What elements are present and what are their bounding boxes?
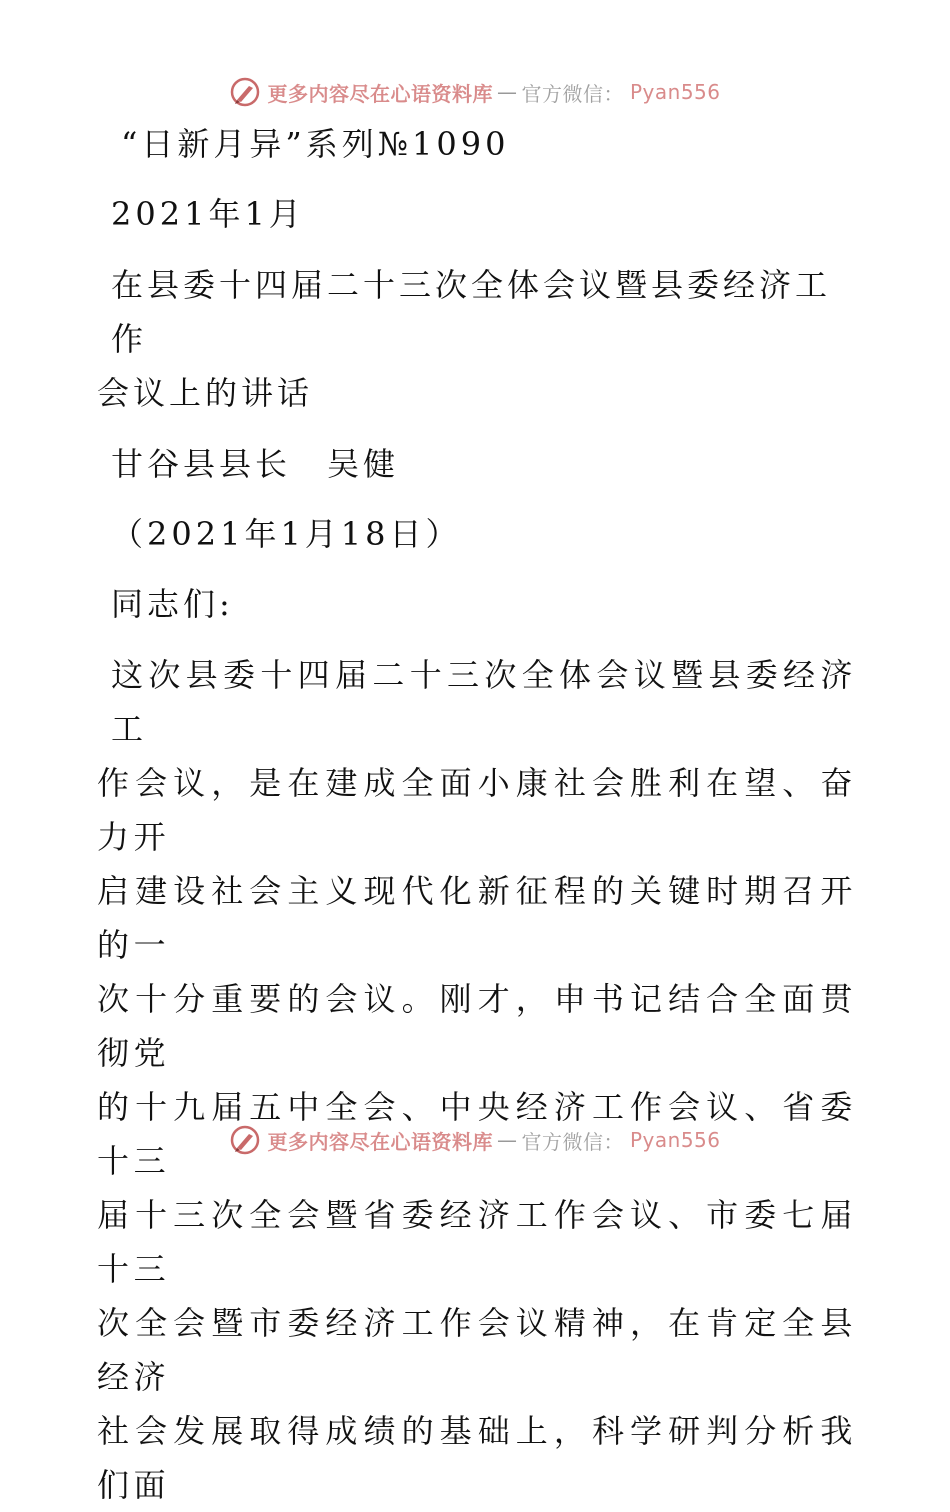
series-label: “日新月异”系列№1090 <box>121 125 510 163</box>
watermark-sub: 官方微信： <box>521 1129 624 1154</box>
body-line: 次十分重要的会议。刚才，申书记结合全面贯彻党 <box>97 980 857 1072</box>
watermark-main: 更多内容尽在心语资料库 <box>267 81 493 106</box>
watermark-id: Pyan556 <box>629 1128 721 1152</box>
body-line: 这次县委十四届二十三次全体会议暨县委经济工 <box>111 656 857 748</box>
watermark-dash: — <box>496 1128 518 1152</box>
watermark-text <box>267 1126 720 1155</box>
speech-date: （2021年1月18日） <box>111 515 462 553</box>
greeting: 同志们: <box>111 585 234 623</box>
doc-date: 2021年1月 <box>111 195 305 233</box>
body-line: 社会发展取得成绩的基础上，科学研判分析我们面 <box>97 1412 857 1504</box>
document-body <box>97 118 857 1512</box>
watermark-dash: — <box>496 80 518 104</box>
author-line: 甘谷县县长 吴健 <box>111 445 400 483</box>
body-paragraph <box>97 648 857 1512</box>
title-line-1: 在县委十四届二十三次全体会议暨县委经济工作 <box>111 266 832 358</box>
body-line: 的十九届五中全会、中央经济工作会议、省委十三 <box>97 1088 857 1180</box>
watermark-footer <box>0 1120 950 1160</box>
watermark-header <box>0 72 950 112</box>
body-line: 次全会暨市委经济工作会议精神，在肯定全县经济 <box>97 1304 857 1396</box>
pen-logo-icon <box>229 76 261 108</box>
watermark-id: Pyan556 <box>629 80 721 104</box>
body-line: 届十三次全会暨省委经济工作会议、市委七届十三 <box>97 1196 857 1288</box>
watermark-text <box>267 78 720 107</box>
title-line-2: 会议上的讲话 <box>97 374 314 412</box>
watermark-main: 更多内容尽在心语资料库 <box>267 1129 493 1154</box>
body-line: 作会议，是在建成全面小康社会胜利在望、奋力开 <box>97 764 857 856</box>
pen-logo-icon <box>229 1124 261 1156</box>
speech-title <box>97 258 857 420</box>
body-line: 启建设社会主义现代化新征程的关键时期召开的一 <box>97 872 857 964</box>
watermark-sub: 官方微信： <box>521 81 624 106</box>
